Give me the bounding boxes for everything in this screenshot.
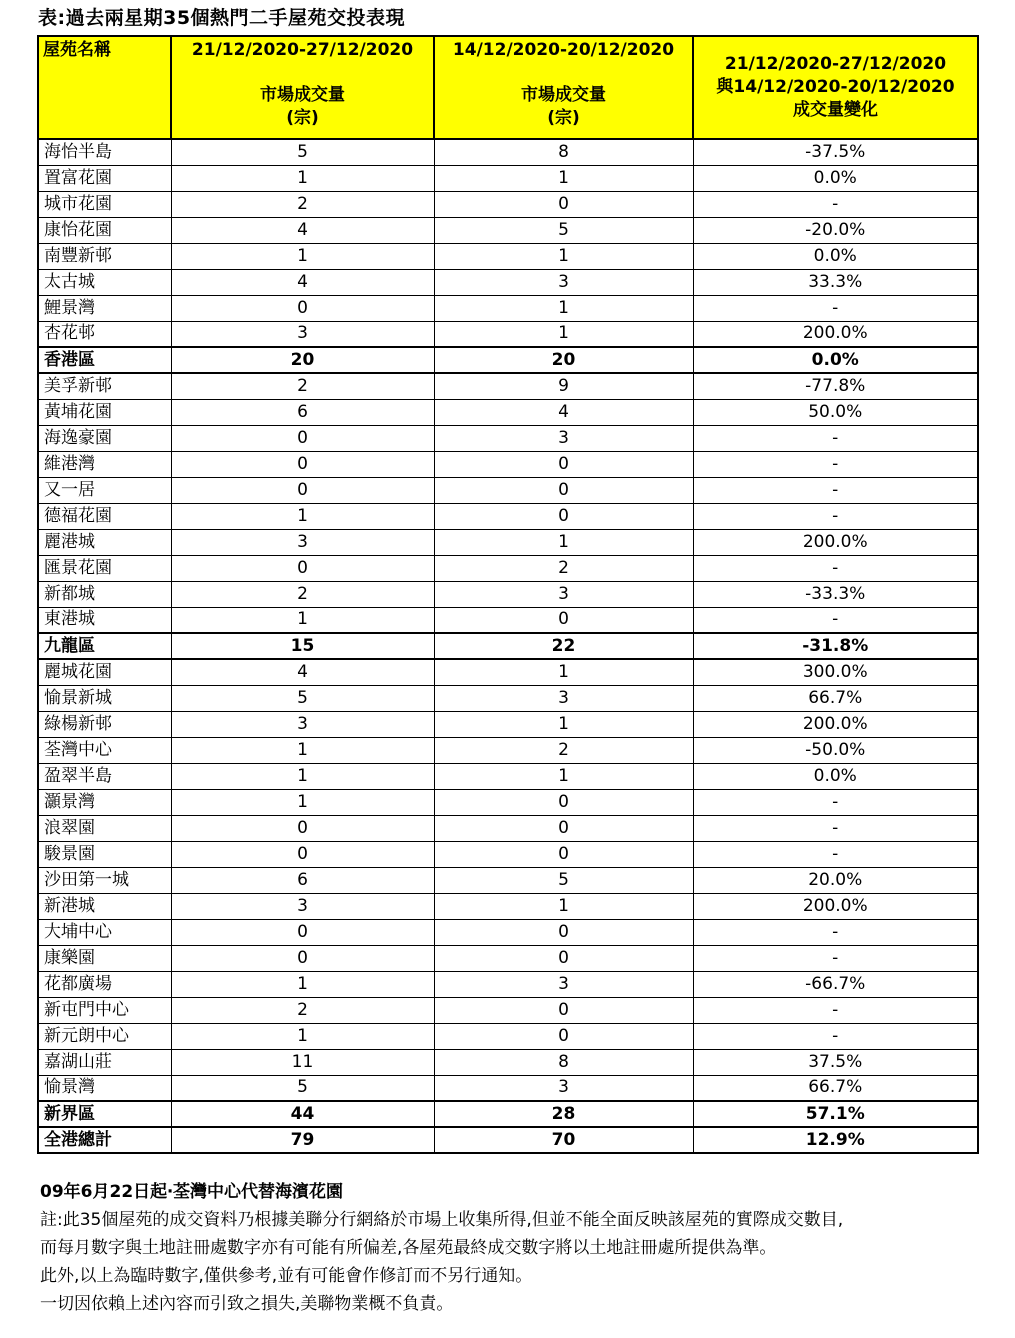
change-cell: -77.8% (693, 373, 978, 399)
week1-volume-cell: 0 (171, 945, 434, 971)
summary-row (38, 1127, 978, 1153)
estate-name-cell: 灝景灣 (38, 789, 171, 815)
header-change-line3: 成交量變化 (793, 99, 878, 120)
table-header (38, 36, 978, 139)
estate-row (38, 191, 978, 217)
week2-volume-cell: 9 (434, 373, 693, 399)
estate-name-cell: 全港總計 (38, 1127, 171, 1153)
week1-volume-cell: 5 (171, 685, 434, 711)
week1-volume-cell: 5 (171, 139, 434, 165)
week2-volume-cell: 1 (434, 321, 693, 347)
estate-name-cell: 鯉景灣 (38, 295, 171, 321)
estate-row (38, 399, 978, 425)
week2-volume-cell: 3 (434, 269, 693, 295)
estate-row (38, 139, 978, 165)
estate-name-cell: 新港城 (38, 893, 171, 919)
estate-row (38, 451, 978, 477)
estates-table (37, 35, 979, 1154)
week1-volume-cell: 1 (171, 737, 434, 763)
header-week1-label: 市場成交量 (260, 84, 345, 105)
estate-name-cell: 海怡半島 (38, 139, 171, 165)
estate-name-cell: 荃灣中心 (38, 737, 171, 763)
change-cell: 200.0% (693, 893, 978, 919)
change-cell: - (693, 815, 978, 841)
change-cell: 20.0% (693, 867, 978, 893)
week1-volume-cell: 79 (171, 1127, 434, 1153)
estate-name-cell: 花都廣場 (38, 971, 171, 997)
header-week1-period: 21/12/2020-27/12/2020 (191, 40, 414, 60)
week2-volume-cell: 1 (434, 295, 693, 321)
estate-name-cell: 駿景園 (38, 841, 171, 867)
estate-row (38, 789, 978, 815)
week1-volume-cell: 15 (171, 633, 434, 659)
change-cell: 50.0% (693, 399, 978, 425)
week1-volume-cell: 6 (171, 867, 434, 893)
header-week2-period: 14/12/2020-20/12/2020 (452, 40, 675, 60)
estate-name-cell: 德福花園 (38, 503, 171, 529)
estate-row (38, 997, 978, 1023)
estate-row (38, 763, 978, 789)
week1-volume-cell: 3 (171, 711, 434, 737)
footnote-line: 而每月數字與土地註冊處數字亦有可能有所偏差,各屋苑最終成交數字將以土地註冊處所提供為準。 (40, 1238, 777, 1258)
week2-volume-cell: 5 (434, 867, 693, 893)
change-cell: - (693, 997, 978, 1023)
change-cell: -37.5% (693, 139, 978, 165)
week2-volume-cell: 8 (434, 1049, 693, 1075)
week2-volume-cell: 1 (434, 893, 693, 919)
estate-name-cell: 黃埔花園 (38, 399, 171, 425)
estate-row (38, 217, 978, 243)
week1-volume-cell: 2 (171, 373, 434, 399)
estate-row (38, 841, 978, 867)
week2-volume-cell: 0 (434, 191, 693, 217)
estate-name-cell: 新屯門中心 (38, 997, 171, 1023)
change-cell: - (693, 789, 978, 815)
week2-volume-cell: 0 (434, 503, 693, 529)
estate-row (38, 373, 978, 399)
header-row (38, 36, 978, 139)
footnote-line: 一切因依賴上述內容而引致之損失,美聯物業概不負責。 (40, 1294, 454, 1314)
estate-name-cell: 沙田第一城 (38, 867, 171, 893)
estate-row (38, 295, 978, 321)
header-change-line1: 21/12/2020-27/12/2020 (724, 54, 947, 75)
estate-name-cell: 康樂園 (38, 945, 171, 971)
summary-row (38, 1101, 978, 1127)
change-cell: -20.0% (693, 217, 978, 243)
estate-row (38, 425, 978, 451)
estate-name-cell: 美孚新邨 (38, 373, 171, 399)
week2-volume-cell: 0 (434, 789, 693, 815)
change-cell: 37.5% (693, 1049, 978, 1075)
week2-volume-cell: 1 (434, 659, 693, 685)
change-cell: -33.3% (693, 581, 978, 607)
week1-volume-cell: 4 (171, 217, 434, 243)
week2-volume-cell: 3 (434, 581, 693, 607)
week1-volume-cell: 3 (171, 321, 434, 347)
estate-name-cell: 南豐新邨 (38, 243, 171, 269)
estate-row (38, 893, 978, 919)
week2-volume-cell: 3 (434, 685, 693, 711)
estate-row (38, 1049, 978, 1075)
estate-name-cell: 盈翠半島 (38, 763, 171, 789)
header-change (693, 36, 978, 139)
header-change-line2: 與14/12/2020-20/12/2020 (716, 77, 955, 98)
change-cell: - (693, 503, 978, 529)
week1-volume-cell: 1 (171, 1023, 434, 1049)
footnotes (40, 1178, 1015, 1318)
header-week2-label: 市場成交量 (521, 84, 606, 105)
footnote-line: 註:此35個屋苑的成交資料乃根據美聯分行網絡於市場上收集所得,但並不能全面反映該屋苑的實際成交數目, (40, 1210, 844, 1230)
change-cell: - (693, 607, 978, 633)
estate-row (38, 555, 978, 581)
change-cell: 0.0% (693, 763, 978, 789)
week1-volume-cell: 1 (171, 763, 434, 789)
estate-row (38, 477, 978, 503)
change-cell: - (693, 841, 978, 867)
week2-volume-cell: 20 (434, 347, 693, 373)
change-cell: 200.0% (693, 321, 978, 347)
change-cell: - (693, 477, 978, 503)
estate-name-cell: 香港區 (38, 347, 171, 373)
change-cell: 0.0% (693, 347, 978, 373)
week2-volume-cell: 70 (434, 1127, 693, 1153)
week1-volume-cell: 6 (171, 399, 434, 425)
change-cell: - (693, 555, 978, 581)
week2-volume-cell: 4 (434, 399, 693, 425)
change-cell: 57.1% (693, 1101, 978, 1127)
week1-volume-cell: 0 (171, 815, 434, 841)
week2-volume-cell: 0 (434, 477, 693, 503)
week2-volume-cell: 0 (434, 945, 693, 971)
change-cell: 300.0% (693, 659, 978, 685)
week2-volume-cell: 2 (434, 737, 693, 763)
estate-row (38, 1023, 978, 1049)
estate-row (38, 737, 978, 763)
week1-volume-cell: 20 (171, 347, 434, 373)
estate-name-cell: 九龍區 (38, 633, 171, 659)
week1-volume-cell: 1 (171, 789, 434, 815)
summary-row (38, 633, 978, 659)
week1-volume-cell: 0 (171, 451, 434, 477)
header-week1-volume (171, 36, 434, 139)
change-cell: -66.7% (693, 971, 978, 997)
estate-name-cell: 麗城花園 (38, 659, 171, 685)
week1-volume-cell: 3 (171, 529, 434, 555)
week2-volume-cell: 0 (434, 607, 693, 633)
estate-name-cell: 太古城 (38, 269, 171, 295)
estate-row (38, 711, 978, 737)
estate-row (38, 581, 978, 607)
week1-volume-cell: 44 (171, 1101, 434, 1127)
estate-name-cell: 東港城 (38, 607, 171, 633)
change-cell: 200.0% (693, 529, 978, 555)
change-cell: -31.8% (693, 633, 978, 659)
estate-name-cell: 維港灣 (38, 451, 171, 477)
change-cell: - (693, 451, 978, 477)
estate-row (38, 945, 978, 971)
header-week2-unit: (宗) (547, 107, 580, 128)
estate-name-cell: 置富花園 (38, 165, 171, 191)
week1-volume-cell: 2 (171, 191, 434, 217)
week1-volume-cell: 1 (171, 971, 434, 997)
change-cell: -50.0% (693, 737, 978, 763)
week2-volume-cell: 1 (434, 165, 693, 191)
week2-volume-cell: 0 (434, 815, 693, 841)
estate-name-cell: 新元朗中心 (38, 1023, 171, 1049)
change-cell: - (693, 191, 978, 217)
week1-volume-cell: 0 (171, 477, 434, 503)
estate-name-cell: 杏花邨 (38, 321, 171, 347)
week2-volume-cell: 3 (434, 1075, 693, 1101)
change-cell: - (693, 945, 978, 971)
week1-volume-cell: 1 (171, 165, 434, 191)
change-cell: 200.0% (693, 711, 978, 737)
week1-volume-cell: 0 (171, 841, 434, 867)
change-cell: 66.7% (693, 1075, 978, 1101)
header-estate-name: 屋苑名稱 (38, 36, 171, 139)
change-cell: - (693, 425, 978, 451)
week1-volume-cell: 1 (171, 243, 434, 269)
week2-volume-cell: 1 (434, 529, 693, 555)
week2-volume-cell: 0 (434, 451, 693, 477)
footnote-line: 此外,以上為臨時數字,僅供參考,並有可能會作修訂而不另行通知。 (40, 1266, 533, 1286)
estate-row (38, 607, 978, 633)
estate-row (38, 815, 978, 841)
week2-volume-cell: 22 (434, 633, 693, 659)
estate-name-cell: 匯景花園 (38, 555, 171, 581)
week1-volume-cell: 0 (171, 295, 434, 321)
week2-volume-cell: 0 (434, 919, 693, 945)
week2-volume-cell: 28 (434, 1101, 693, 1127)
estate-row (38, 659, 978, 685)
estate-row (38, 243, 978, 269)
header-week2-volume (434, 36, 693, 139)
estate-name-cell: 嘉湖山莊 (38, 1049, 171, 1075)
week1-volume-cell: 1 (171, 607, 434, 633)
estate-row (38, 685, 978, 711)
estate-row (38, 165, 978, 191)
week1-volume-cell: 2 (171, 581, 434, 607)
estate-row (38, 529, 978, 555)
estate-name-cell: 新都城 (38, 581, 171, 607)
week2-volume-cell: 0 (434, 841, 693, 867)
estate-name-cell: 愉景新城 (38, 685, 171, 711)
change-cell: 12.9% (693, 1127, 978, 1153)
estate-row (38, 269, 978, 295)
week2-volume-cell: 3 (434, 971, 693, 997)
estate-row (38, 1075, 978, 1101)
estate-row (38, 867, 978, 893)
header-week1-unit: (宗) (286, 107, 319, 128)
week1-volume-cell: 5 (171, 1075, 434, 1101)
estate-name-cell: 麗港城 (38, 529, 171, 555)
estate-row (38, 321, 978, 347)
change-cell: - (693, 295, 978, 321)
change-cell: 0.0% (693, 165, 978, 191)
estate-row (38, 503, 978, 529)
page-title: 表:過去兩星期35個熱門二手屋苑交投表現 (38, 7, 406, 29)
week1-volume-cell: 4 (171, 659, 434, 685)
week1-volume-cell: 11 (171, 1049, 434, 1075)
estate-name-cell: 大埔中心 (38, 919, 171, 945)
estate-name-cell: 康怡花園 (38, 217, 171, 243)
change-cell: 33.3% (693, 269, 978, 295)
estate-name-cell: 浪翠園 (38, 815, 171, 841)
estate-name-cell: 城市花園 (38, 191, 171, 217)
footnote-line: 09年6月22日起‧荃灣中心代替海濱花園 (40, 1182, 344, 1202)
week2-volume-cell: 1 (434, 763, 693, 789)
week1-volume-cell: 1 (171, 503, 434, 529)
week2-volume-cell: 8 (434, 139, 693, 165)
week2-volume-cell: 0 (434, 1023, 693, 1049)
week1-volume-cell: 0 (171, 425, 434, 451)
summary-row (38, 347, 978, 373)
week2-volume-cell: 5 (434, 217, 693, 243)
table-body (38, 139, 978, 1153)
estate-name-cell: 新界區 (38, 1101, 171, 1127)
estate-name-cell: 愉景灣 (38, 1075, 171, 1101)
change-cell: 0.0% (693, 243, 978, 269)
estate-row (38, 971, 978, 997)
estate-name-cell: 綠楊新邨 (38, 711, 171, 737)
change-cell: - (693, 1023, 978, 1049)
week1-volume-cell: 3 (171, 893, 434, 919)
week2-volume-cell: 0 (434, 997, 693, 1023)
week2-volume-cell: 3 (434, 425, 693, 451)
estate-name-cell: 海逸豪園 (38, 425, 171, 451)
week1-volume-cell: 0 (171, 555, 434, 581)
week2-volume-cell: 2 (434, 555, 693, 581)
week2-volume-cell: 1 (434, 711, 693, 737)
week1-volume-cell: 0 (171, 919, 434, 945)
estate-row (38, 919, 978, 945)
estate-name-cell: 又一居 (38, 477, 171, 503)
week1-volume-cell: 4 (171, 269, 434, 295)
change-cell: - (693, 919, 978, 945)
week2-volume-cell: 1 (434, 243, 693, 269)
week1-volume-cell: 2 (171, 997, 434, 1023)
change-cell: 66.7% (693, 685, 978, 711)
